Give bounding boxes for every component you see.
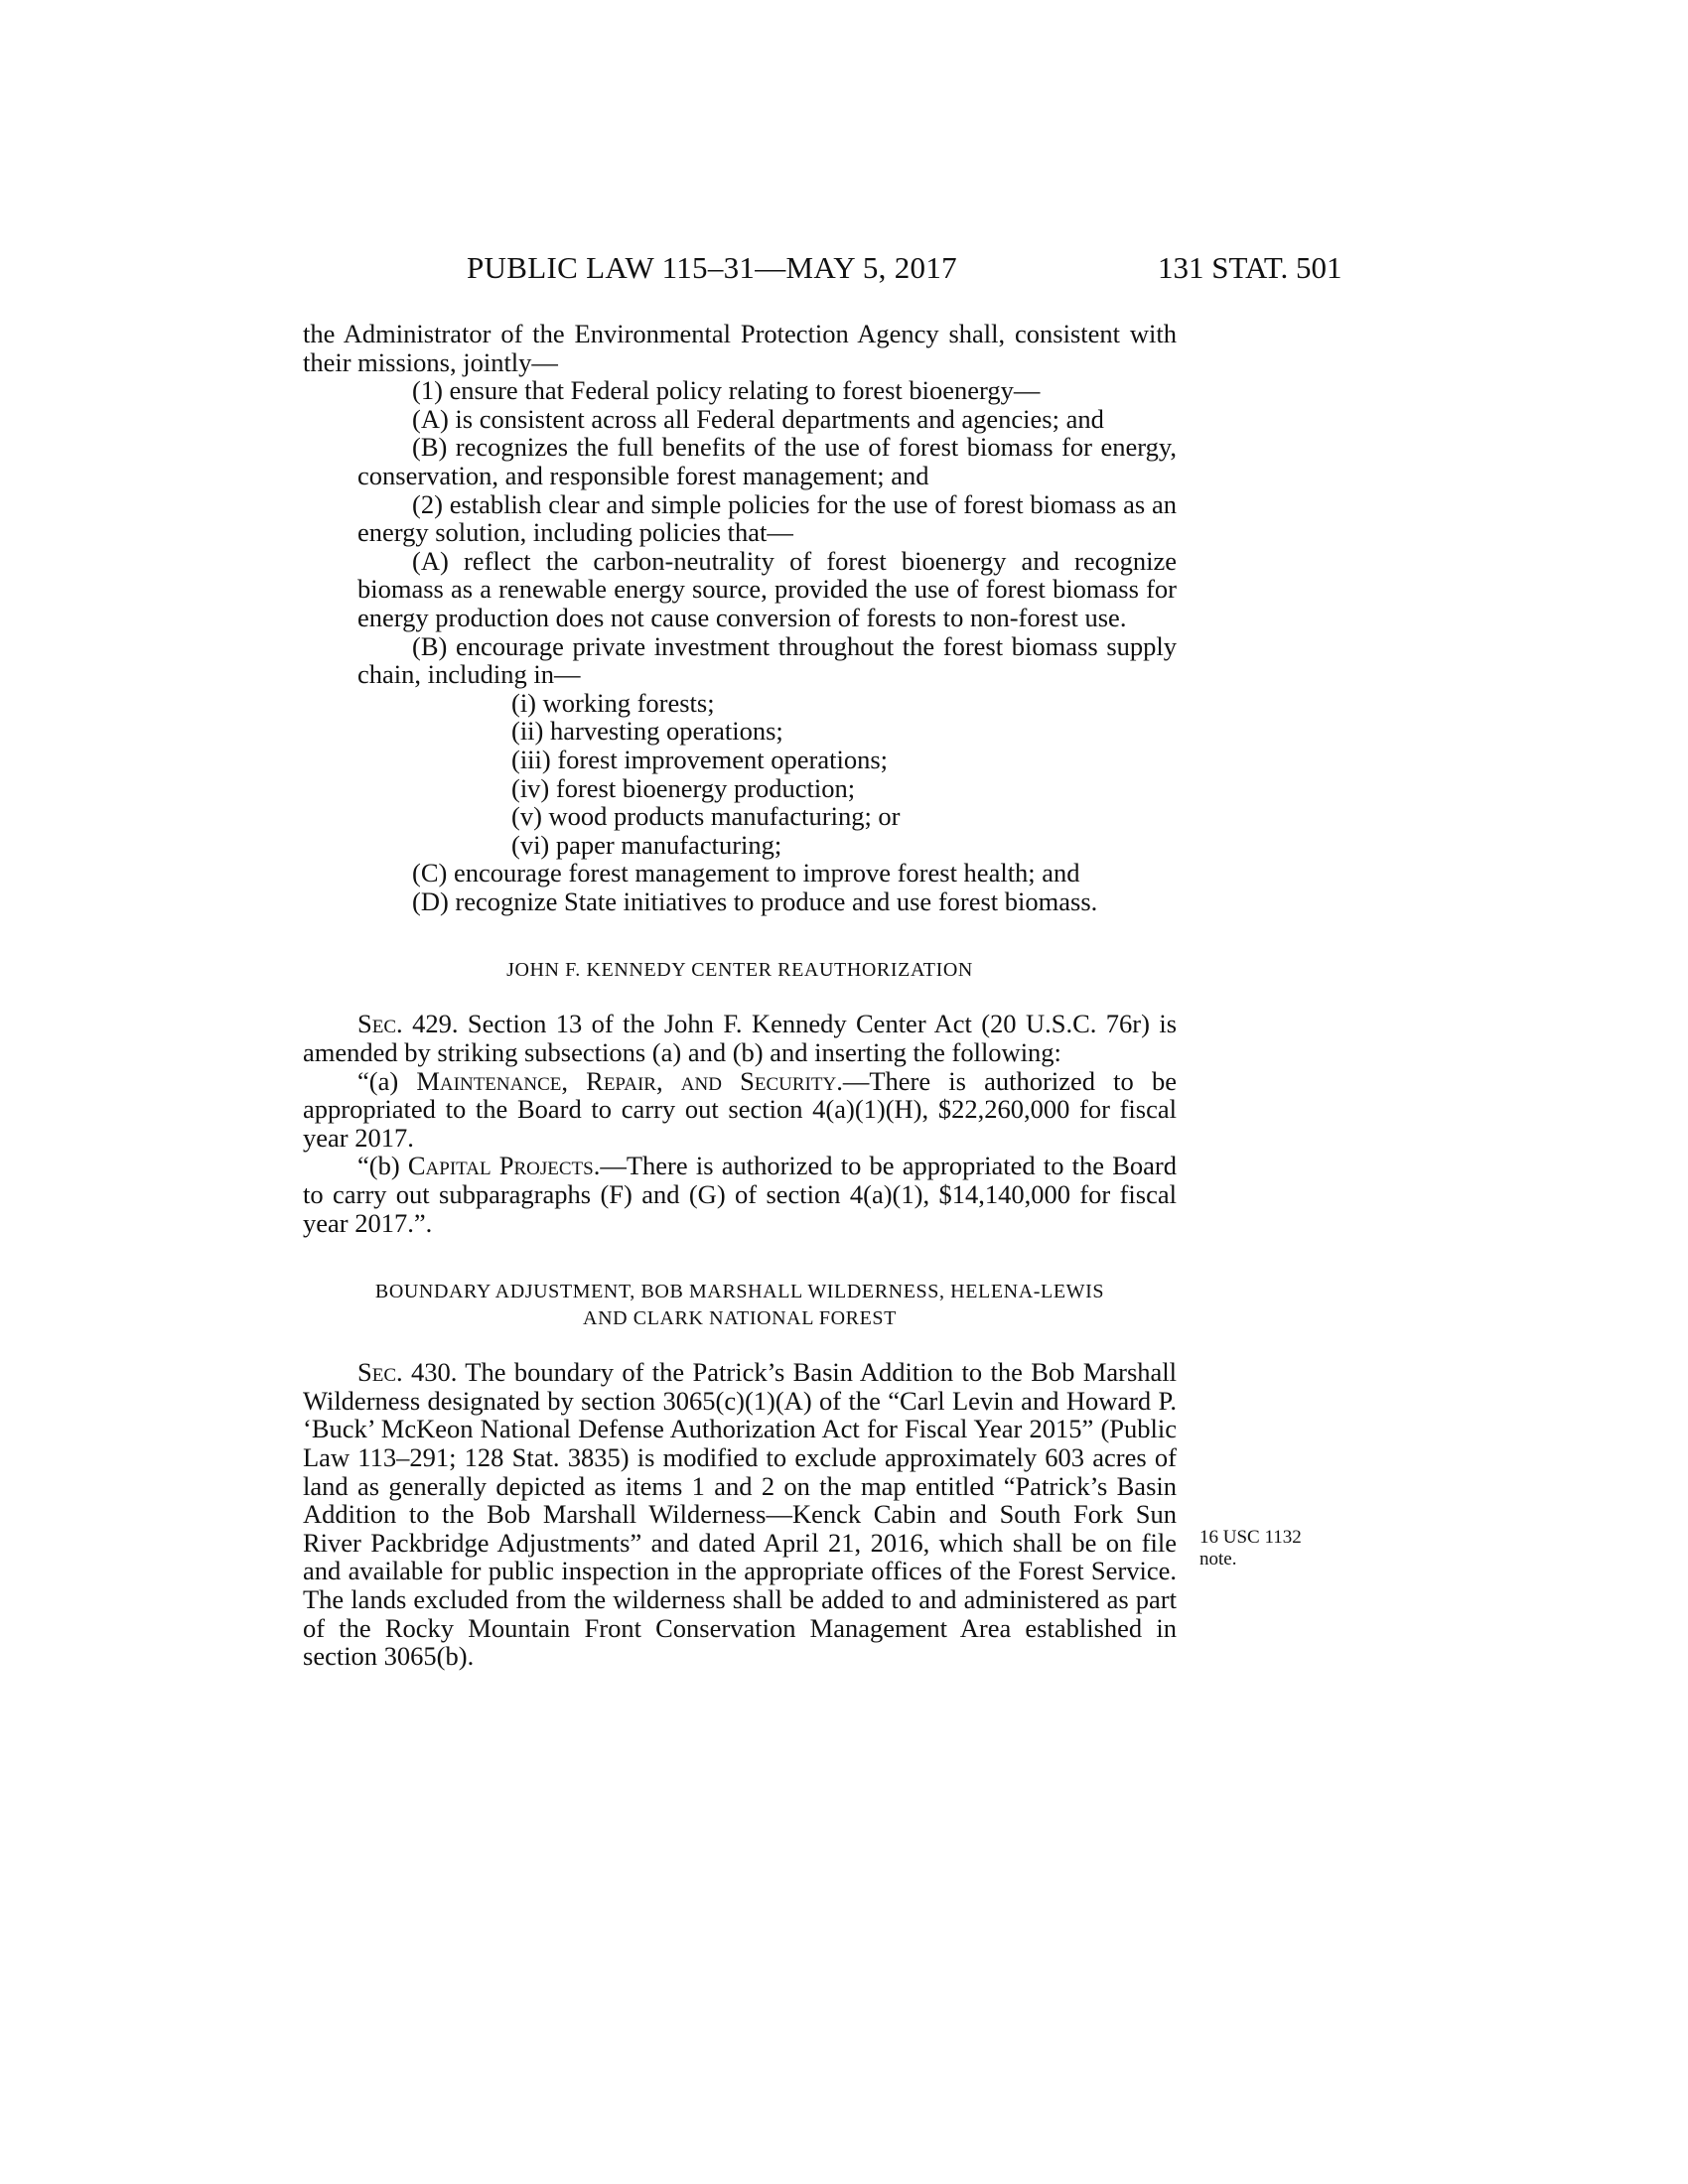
list-item: (i) working forests; — [511, 687, 715, 718]
section-heading-429: JOHN F. KENNEDY CENTER REAUTHORIZATION — [506, 959, 973, 982]
paragraph-1-B-text: (B) recognizes the full benefits of the use of forest biomass for energy, conservation, and responsible forest management; and — [357, 432, 1177, 490]
running-header-title: PUBLIC LAW 115–31—MAY 5, 2017 — [467, 250, 957, 285]
section-heading-430 — [303, 1279, 1177, 1332]
paragraph-2-B — [248, 632, 1177, 689]
paragraph-1-B — [248, 433, 1177, 489]
section-label: Sec. — [357, 1357, 403, 1388]
list-item: (iv) forest bioenergy production; — [511, 772, 856, 803]
paragraph-2-C — [248, 859, 1177, 887]
paragraph-2-D-text: (D) recognize State initiatives to produce and use forest biomass. — [412, 886, 1098, 916]
subsection-b-text: .—There is authorized to be appropriated to the Board to carry out subparagraphs (F) and (G) of section 4(a)(1), $14,140,000 for fiscal year 2017.”. — [303, 1151, 1177, 1238]
document-body — [303, 320, 1177, 1671]
subsection-a-text: .—There is authorized to be appropriated to the Board to carry out section 4(a)(1)(H), $22,260,000 for fiscal year 2017. — [303, 1065, 1177, 1153]
roman-list — [303, 689, 1177, 860]
section-heading-430-line2: AND CLARK NATIONAL FOREST — [583, 1307, 897, 1330]
paragraph-intro: the Administrator of the Environmental Protection Agency shall, consistent with their missions, jointly— — [303, 319, 1177, 377]
list-item: (vi) paper manufacturing; — [511, 829, 782, 860]
list-item: (iii) forest improvement operations; — [511, 744, 888, 774]
list-item: (ii) harvesting operations; — [511, 716, 783, 747]
section-label: Sec. — [357, 1009, 403, 1039]
paragraph-2-A — [248, 547, 1177, 632]
section-429-text — [303, 1010, 1177, 1066]
paragraph-2-A-text: (A) reflect the carbon-neutrality of forest bioenergy and recognize biomass as a renewable energy source, provided the use of forest biomass for energy production does not cause conversion of forests to non-forest use. — [357, 545, 1177, 632]
paragraph-1-A — [248, 405, 1177, 434]
subsection-a-label: Maintenance, Repair, and Security — [416, 1065, 837, 1096]
margin-note — [1199, 1527, 1302, 1570]
subsection-b — [303, 1152, 1177, 1237]
section-430-body: 430. The boundary of the Patrick’s Basin Addition to the Bob Marshall Wilderness designated by section 3065(c)(1)(A) of the “Carl Levin and Howard P. ‘Buck’ McKeon National Defense Authorization Act for Fiscal Year 2015” (Public Law 113–291; 128 Stat. 3835) is modified to exclude approximately 603 acres of land as generally depicted as items 1 and 2 on the map entitled “Patrick’s Basin Addition to the Bob Marshall Wilderness—Kenck Cabin and South Fork Sun River Packbridge Adjustments” and dated April 21, 2016, which shall be on file and available for public inspection in the appropriate offices of the Forest Service. The lands excluded from the wilderness shall be added to and administered as part of the Rocky Mountain Front Conservation Management Area established in section 3065(b). — [303, 1357, 1177, 1672]
subsection-b-prefix: “(b) — [357, 1151, 408, 1181]
section-429-body: 429. Section 13 of the John F. Kennedy Center Act (20 U.S.C. 76r) is amended by striking subsections (a) and (b) and inserting the following: — [303, 1009, 1178, 1068]
paragraph-2-C-text: (C) encourage forest management to improve forest health; and — [412, 858, 1080, 888]
paragraph-1-A-text: (A) is consistent across all Federal departments and agencies; and — [412, 403, 1104, 434]
paragraph-1: (1) ensure that Federal policy relating to forest bioenergy— — [412, 375, 1041, 406]
subsection-a — [303, 1067, 1177, 1153]
margin-note-citation: 16 USC 1132 — [1199, 1527, 1302, 1548]
section-430-text — [303, 1358, 1177, 1671]
page-reference: 131 STAT. 501 — [1158, 250, 1342, 285]
margin-note-suffix: note. — [1199, 1549, 1237, 1570]
paragraph-2-D — [248, 887, 1177, 916]
section-heading-430-line1: BOUNDARY ADJUSTMENT, BOB MARSHALL WILDERNESS, HELENA-LEWIS — [374, 1281, 1105, 1303]
subsection-a-prefix: “(a) — [357, 1065, 417, 1096]
paragraph-2-B-text: (B) encourage private investment throughout the forest biomass supply chain, including in— — [357, 630, 1177, 690]
paragraph-2: (2) establish clear and simple policies for the use of forest biomass as an energy solution, including policies that— — [357, 488, 1177, 548]
list-item: (v) wood products manufacturing; or — [511, 801, 901, 832]
subsection-b-label: Capital Projects — [407, 1151, 594, 1181]
